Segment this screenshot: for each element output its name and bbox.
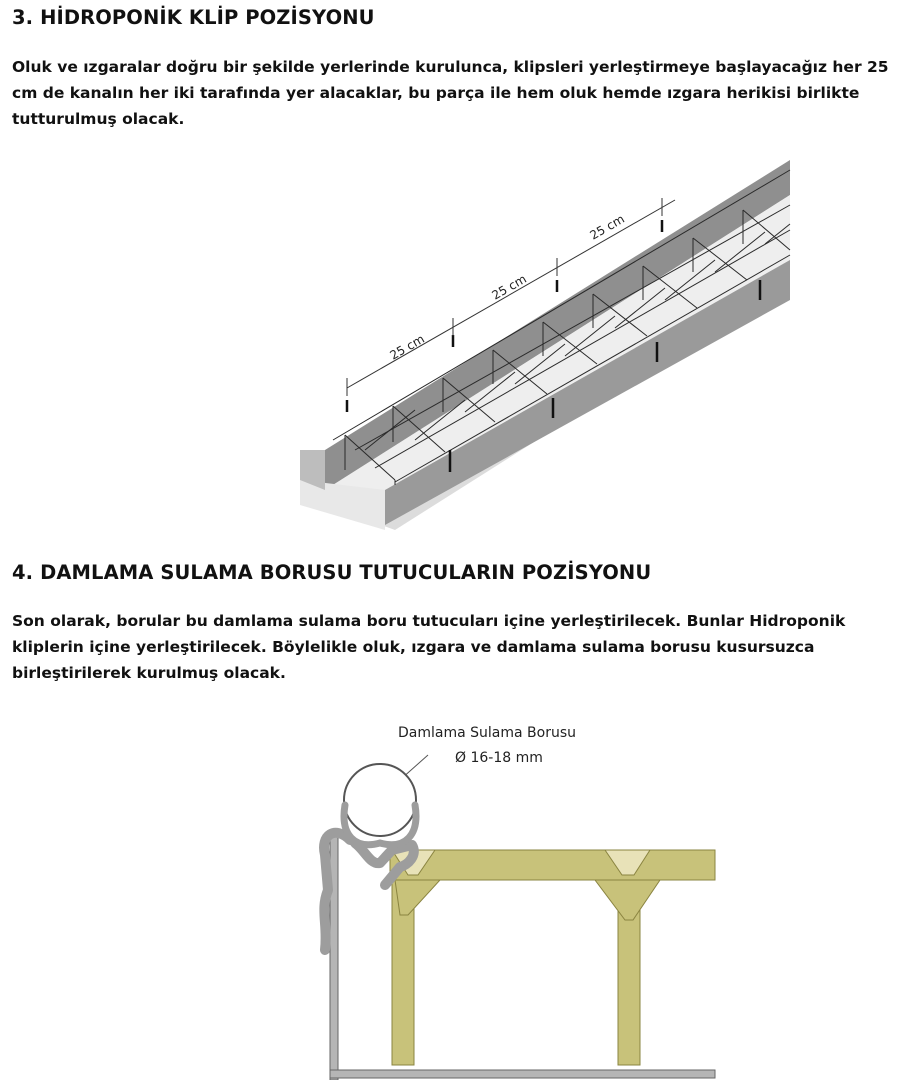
spacing-label-3: 25 cm xyxy=(587,211,627,243)
section-3-heading: 3. HİDROPONİK KLİP POZİSYONU xyxy=(12,6,375,29)
callout-pipe-size: Ø 16-18 mm xyxy=(455,750,543,766)
callout-pipe-name: Damlama Sulama Borusu xyxy=(398,725,576,741)
spacing-label-1: 25 cm xyxy=(387,331,427,363)
section-3-paragraph: Oluk ve ızgaralar doğru bir şekilde yerlerinde kurulunca, klipsleri yerleştirmeye başlayacağız her 25 cm de kanalın her iki tarafında yer alacaklar, bu parça ile hem oluk hemde ızgara herikisi birlikte tutturulmuş olacak. xyxy=(12,58,889,128)
section-4-heading: 4. DAMLAMA SULAMA BORUSU TUTUCULARIN POZİSYONU xyxy=(12,561,652,584)
drip-pipe xyxy=(344,764,416,836)
drip-pipe-holder-diagram xyxy=(300,715,720,1080)
channel-clip-diagram xyxy=(285,150,805,535)
grid-structure xyxy=(390,850,715,1065)
spacing-label-2: 25 cm xyxy=(489,271,529,303)
section-4-paragraph: Son olarak, borular bu damlama sulama boru tutucuları içine yerleştirilecek. Bunlar Hidroponik kliplerin içine yerleştirilecek. Böylelikle oluk, ızgara ve damlama sulama borusu kusursuzca birleştirilerek kurulmuş olacak. xyxy=(12,612,846,682)
